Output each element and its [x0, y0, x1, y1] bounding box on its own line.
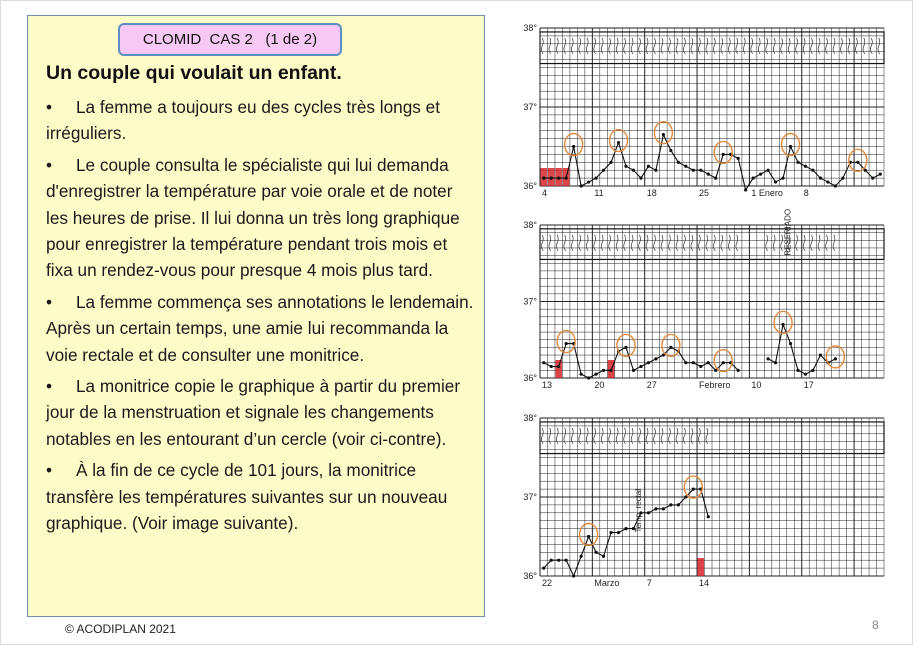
- copyright: © ACODIPLAN 2021: [65, 622, 176, 636]
- temperature-point: [796, 161, 799, 164]
- time-note-mark: [616, 235, 618, 251]
- x-axis-label: 20: [594, 380, 605, 390]
- temperature-point: [602, 369, 605, 372]
- notable-change-circle: [714, 350, 732, 372]
- temperature-point: [624, 527, 627, 530]
- temperature-line: [544, 489, 709, 576]
- notable-change-circle: [774, 311, 792, 333]
- temperature-point: [766, 169, 769, 172]
- temperature-point: [819, 353, 822, 356]
- time-note-mark: [631, 235, 633, 251]
- temperature-point: [587, 180, 590, 183]
- x-axis-label: 8: [803, 188, 809, 198]
- temperature-point: [669, 149, 672, 152]
- y-axis-label: 36°: [523, 181, 537, 191]
- temperature-point: [572, 574, 575, 577]
- bullet-text: La femme commença ses annotations le lendemain. Après un certain temps, une amie lui recommanda la voie rectale et de consulter une monitrice.: [46, 291, 474, 365]
- temperature-point: [699, 169, 702, 172]
- time-note-mark: [624, 235, 626, 251]
- time-note-mark: [766, 235, 768, 251]
- temperature-point: [602, 169, 605, 172]
- bullet-item: [46, 152, 478, 284]
- temperature-point: [834, 357, 837, 360]
- page-number: 8: [872, 618, 879, 632]
- y-axis-label: 38°: [523, 23, 537, 33]
- time-note-mark: [669, 235, 671, 251]
- temperature-point: [752, 177, 755, 180]
- time-note-mark: [639, 235, 641, 251]
- temperature-charts: [504, 10, 896, 610]
- bullet-item: [46, 94, 478, 147]
- temperature-point: [669, 503, 672, 506]
- temperature-point: [707, 361, 710, 364]
- x-axis-label: 11: [594, 188, 604, 198]
- x-axis-label: Febrero: [699, 380, 731, 390]
- temperature-point: [542, 177, 545, 180]
- x-axis-label: 18: [646, 188, 657, 198]
- temperature-point: [804, 373, 807, 376]
- temperature-point: [609, 161, 612, 164]
- temperature-point: [647, 165, 650, 168]
- x-axis-label: 4: [542, 188, 548, 198]
- temperature-point: [789, 145, 792, 148]
- temperature-point: [789, 342, 792, 345]
- vertical-note: Temp. rectal: [633, 488, 643, 533]
- x-axis-label: 13: [542, 380, 553, 390]
- temperature-point: [737, 369, 740, 372]
- menstruation-mark: [555, 360, 561, 378]
- temperature-point: [759, 173, 762, 176]
- notable-change-circle: [610, 130, 628, 152]
- notable-change-circle: [714, 141, 732, 163]
- time-note-mark: [571, 235, 573, 251]
- temperature-point: [609, 369, 612, 372]
- temperature-point: [542, 361, 545, 364]
- temperature-point: [647, 511, 650, 514]
- time-note-mark: [594, 235, 596, 251]
- time-note-mark: [818, 235, 820, 251]
- temperature-point: [699, 365, 702, 368]
- temperature-point: [766, 357, 769, 360]
- bullet-item: [46, 289, 478, 368]
- time-note-mark: [684, 235, 686, 251]
- temperature-point: [594, 551, 597, 554]
- time-note-mark: [691, 235, 693, 251]
- temperature-point: [811, 169, 814, 172]
- y-axis-label: 37°: [523, 102, 537, 112]
- bullet-text: La monitrice copie le graphique à partir du premier jour de la menstruation et signale les changements notables en les entourant d’un cercle (voir ci-contre).: [46, 376, 461, 449]
- temperature-point: [624, 346, 627, 349]
- x-axis-label: 22: [542, 578, 553, 588]
- time-note-mark: [676, 235, 678, 251]
- bullet-dot: •: [46, 154, 53, 175]
- time-note-mark: [796, 235, 798, 251]
- temperature-point: [774, 361, 777, 364]
- x-axis-label: 1 Enero: [751, 188, 783, 198]
- y-axis-label: 36°: [523, 571, 537, 581]
- temperature-point: [572, 145, 575, 148]
- temperature-point: [580, 373, 583, 376]
- temperature-point: [669, 346, 672, 349]
- temperature-point: [722, 153, 725, 156]
- time-note-mark: [833, 235, 835, 251]
- temperature-point: [707, 515, 710, 518]
- temperature-point: [587, 535, 590, 538]
- menstruation-mark: [698, 558, 704, 576]
- temperature-point: [557, 365, 560, 368]
- time-note-mark: [706, 235, 708, 251]
- bullet-dot: •: [46, 376, 53, 397]
- temperature-point: [692, 488, 695, 491]
- temperature-point: [632, 169, 635, 172]
- time-note-mark: [586, 235, 588, 251]
- time-note-mark: [646, 235, 648, 251]
- time-note-mark: [609, 235, 611, 251]
- temperature-point: [565, 342, 568, 345]
- temperature-point: [557, 559, 560, 562]
- temperature-point: [624, 165, 627, 168]
- notable-change-circle: [684, 476, 702, 498]
- x-axis-label: Marzo: [594, 578, 620, 588]
- notable-change-circle: [580, 524, 598, 546]
- x-axis-label: 27: [646, 380, 657, 390]
- time-note-mark: [721, 235, 723, 251]
- temperature-point: [550, 177, 553, 180]
- temperature-point: [632, 369, 635, 372]
- temperature-point: [580, 555, 583, 558]
- temperature-chart: [523, 413, 884, 588]
- temperature-point: [879, 173, 882, 176]
- temperature-point: [819, 177, 822, 180]
- time-note-mark: [728, 235, 730, 251]
- x-axis-label: 10: [751, 380, 762, 390]
- temperature-point: [639, 177, 642, 180]
- notable-change-circle: [826, 346, 844, 368]
- temperature-point: [677, 503, 680, 506]
- time-note-mark: [549, 235, 551, 251]
- temperature-point: [856, 161, 859, 164]
- notable-change-circle: [782, 134, 800, 156]
- vertical-note: RESFRIADO: [783, 208, 793, 256]
- temperature-point: [744, 188, 747, 191]
- x-axis-label: 17: [803, 380, 814, 390]
- time-note-mark: [811, 235, 813, 251]
- temperature-point: [662, 133, 665, 136]
- temperature-point: [811, 369, 814, 372]
- temperature-point: [796, 369, 799, 372]
- temperature-point: [565, 559, 568, 562]
- bullet-list: [46, 94, 478, 542]
- temperature-point: [804, 165, 807, 168]
- notable-change-circle: [565, 134, 583, 156]
- temperature-point: [654, 169, 657, 172]
- temperature-point: [677, 161, 680, 164]
- notable-change-circle: [654, 122, 672, 144]
- temperature-point: [841, 177, 844, 180]
- time-note-mark: [654, 235, 656, 251]
- temperature-point: [617, 531, 620, 534]
- bullet-dot: •: [46, 460, 53, 481]
- bullet-item: [46, 373, 478, 452]
- y-axis-label: 38°: [523, 413, 537, 423]
- time-note-mark: [803, 235, 805, 251]
- bullet-dot: •: [46, 291, 53, 312]
- temperature-point: [774, 180, 777, 183]
- temperature-point: [542, 567, 545, 570]
- x-axis-label: 7: [646, 578, 652, 588]
- temperature-point: [826, 180, 829, 183]
- bullet-item: [46, 457, 478, 536]
- time-note-mark: [601, 235, 603, 251]
- temperature-chart: [523, 209, 884, 390]
- temperature-point: [722, 361, 725, 364]
- notable-change-circle: [617, 334, 635, 356]
- temperature-point: [647, 361, 650, 364]
- temperature-point: [602, 555, 605, 558]
- temperature-chart: [523, 23, 884, 198]
- time-note-mark: [698, 235, 700, 251]
- temperature-point: [609, 531, 612, 534]
- case-badge: CLOMID CAS 2 (1 de 2): [118, 23, 342, 56]
- time-note-mark: [564, 235, 566, 251]
- y-axis-label: 37°: [523, 492, 537, 502]
- temperature-point: [834, 184, 837, 187]
- bullet-text: À la fin de ce cycle de 101 jours, la monitrice transfère les températures suivantes sur un nouveau graphique. (Voir image suivante).: [46, 460, 448, 534]
- temperature-point: [639, 365, 642, 368]
- bullet-text: La femme a toujours eu des cycles très longs et irréguliers.: [46, 97, 440, 144]
- time-note-mark: [781, 235, 783, 251]
- y-axis-label: 37°: [523, 296, 537, 307]
- temperature-point: [594, 373, 597, 376]
- notable-change-circle: [557, 331, 575, 353]
- time-note-mark: [826, 235, 828, 251]
- temperature-point: [684, 361, 687, 364]
- temperature-point: [587, 376, 590, 379]
- x-axis-label: 14: [699, 578, 710, 588]
- temperature-point: [781, 323, 784, 326]
- temperature-point: [781, 177, 784, 180]
- notable-change-circle: [662, 334, 680, 356]
- time-note-mark: [579, 235, 581, 251]
- temperature-point: [594, 177, 597, 180]
- temperature-point: [714, 177, 717, 180]
- temperature-point: [654, 507, 657, 510]
- time-note-mark: [773, 235, 775, 251]
- slide-title: Un couple qui voulait un enfant.: [46, 62, 342, 84]
- notable-change-circle: [849, 149, 867, 171]
- temperature-point: [550, 559, 553, 562]
- temperature-point: [654, 357, 657, 360]
- y-axis-label: 36°: [523, 373, 537, 383]
- temperature-point: [737, 157, 740, 160]
- temperature-point: [692, 169, 695, 172]
- x-axis-label: 25: [699, 188, 710, 198]
- temperature-point: [662, 507, 665, 510]
- y-axis-label: 38°: [523, 220, 537, 230]
- time-note-mark: [661, 235, 663, 251]
- time-note-mark: [713, 235, 715, 251]
- temperature-point: [617, 141, 620, 144]
- temperature-point: [580, 184, 583, 187]
- temperature-point: [550, 365, 553, 368]
- bullet-text: Le couple consulta le spécialiste qui lui demanda d'enregistrer la température par voie orale et de noter les heures de prise. Il lui donna un très long graphique pour enregistrer la température pendant trois mois et fixa un rendez-vous pour presque 4 mois plus tard.: [46, 154, 460, 281]
- temperature-point: [557, 177, 560, 180]
- time-note-mark: [541, 235, 543, 251]
- time-note-mark: [736, 235, 738, 251]
- bullet-dot: •: [46, 97, 53, 117]
- temperature-point: [707, 173, 710, 176]
- temperature-point: [565, 177, 568, 180]
- temperature-point: [692, 361, 695, 364]
- temperature-point: [871, 177, 874, 180]
- time-note-mark: [556, 235, 558, 251]
- temperature-point: [684, 165, 687, 168]
